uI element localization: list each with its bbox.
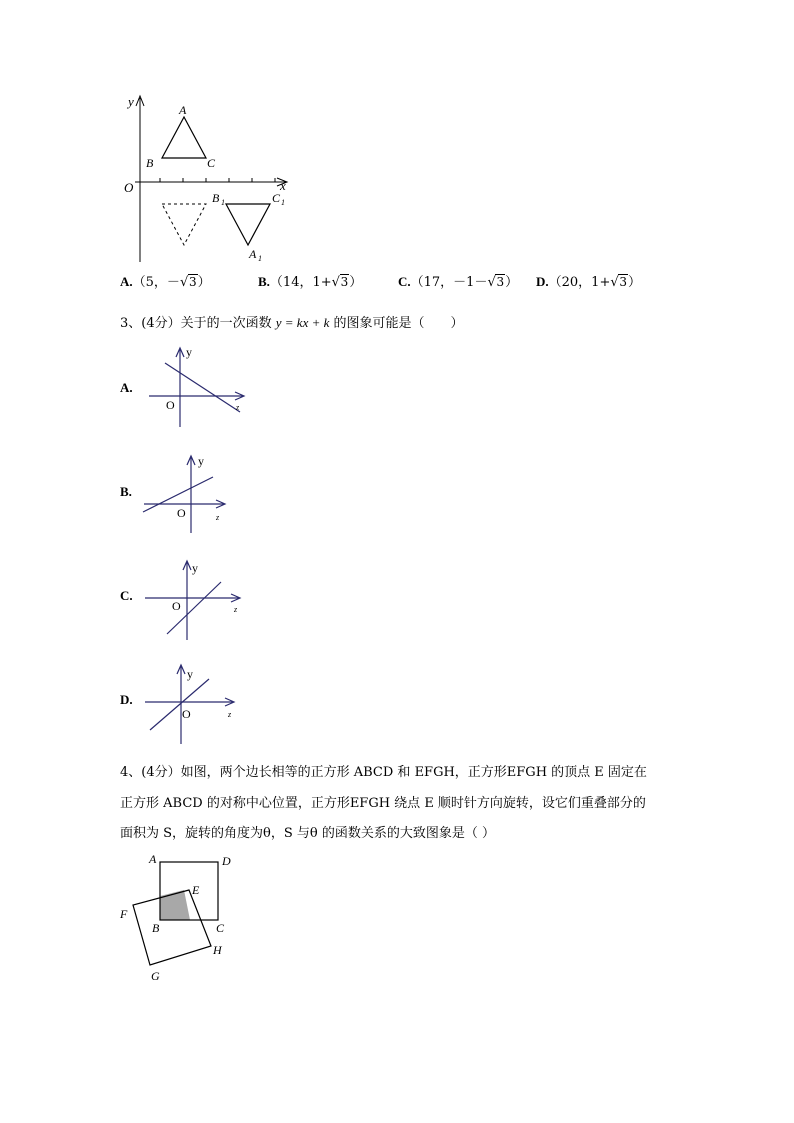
svg-text:1: 1	[258, 254, 262, 263]
sqrt-symbol: √ 3	[487, 275, 505, 290]
q3-graph-a[interactable]	[145, 345, 250, 430]
svg-text:A: A	[249, 247, 257, 261]
svg-text:A: A	[149, 852, 157, 866]
q2-option-b[interactable]: B.（14，1+ √ 3）	[258, 274, 363, 290]
svg-text:O: O	[182, 707, 191, 721]
q3-option-b-label[interactable]: B.	[120, 484, 132, 499]
svg-text:E: E	[192, 883, 200, 897]
q3-option-a-label[interactable]: A.	[120, 380, 133, 395]
q2-option-c[interactable]: C.（17，－1－ √ 3）	[398, 274, 519, 290]
q3-option-c-label[interactable]: C.	[120, 588, 133, 603]
triangle-translation-figure	[115, 90, 300, 265]
svg-text:A: A	[179, 103, 187, 117]
formula: y = kx + k	[275, 315, 330, 330]
svg-text:z: z	[236, 403, 240, 412]
question-4-line-1: 4、(4分）如图，两个边长相等的正方形 ABCD 和 EFGH，正方形EFGH 的顶点 E 固定在	[120, 765, 647, 780]
sqrt-symbol: √ 3	[331, 275, 349, 290]
svg-text:O: O	[124, 180, 134, 195]
svg-text:B: B	[146, 156, 154, 170]
q3-graph-c[interactable]	[143, 558, 248, 643]
svg-text:y: y	[186, 345, 192, 359]
svg-text:O: O	[177, 506, 186, 520]
q3-graph-b[interactable]	[140, 453, 240, 538]
svg-text:y: y	[198, 454, 204, 468]
svg-text:y: y	[128, 94, 134, 109]
q2-option-d[interactable]: D.（20，1+ √ 3）	[536, 274, 642, 290]
svg-text:G: G	[151, 969, 160, 983]
question-4-line-2: 正方形 ABCD 的对称中心位置，正方形EFGH 绕点 E 顺时针方向旋转，设它们重叠部分的	[120, 796, 646, 811]
triangle-abc	[162, 117, 206, 158]
svg-text:D: D	[222, 854, 231, 868]
svg-text:B: B	[212, 191, 220, 205]
question-4-line-3: 面积为 S，旋转的角度为θ，S 与θ 的函数关系的大致图象是（ ）	[120, 826, 495, 841]
q2-option-a[interactable]: A.（5，－ √ 3）	[120, 274, 211, 290]
overlap-region	[160, 890, 190, 920]
svg-text:1: 1	[281, 198, 285, 207]
svg-text:z: z	[216, 513, 220, 522]
svg-text:y: y	[187, 667, 193, 681]
dashed-triangle	[162, 204, 206, 245]
svg-text:O: O	[172, 599, 181, 613]
svg-text:C: C	[216, 921, 225, 935]
sqrt-symbol: √ 3	[179, 275, 197, 290]
question-3: 3、(4分）关于的一次函数 y = kx + k 的图象可能是（ ）	[120, 315, 464, 331]
svg-text:H: H	[213, 943, 222, 957]
triangle-a1b1c1	[226, 204, 270, 245]
svg-text:C: C	[207, 156, 216, 170]
svg-text:F: F	[120, 907, 128, 921]
svg-text:C: C	[272, 191, 281, 205]
q3-option-d-label[interactable]: D.	[120, 692, 133, 707]
svg-text:1: 1	[221, 198, 225, 207]
svg-text:z: z	[228, 710, 232, 719]
rotating-squares-figure	[112, 850, 242, 985]
svg-text:O: O	[166, 398, 175, 412]
sqrt-symbol: √ 3	[610, 275, 627, 290]
q3-graph-d[interactable]	[143, 662, 248, 747]
svg-text:B: B	[152, 921, 160, 935]
svg-text:z: z	[234, 605, 238, 614]
svg-text:x: x	[280, 178, 286, 193]
svg-text:y: y	[192, 561, 198, 575]
